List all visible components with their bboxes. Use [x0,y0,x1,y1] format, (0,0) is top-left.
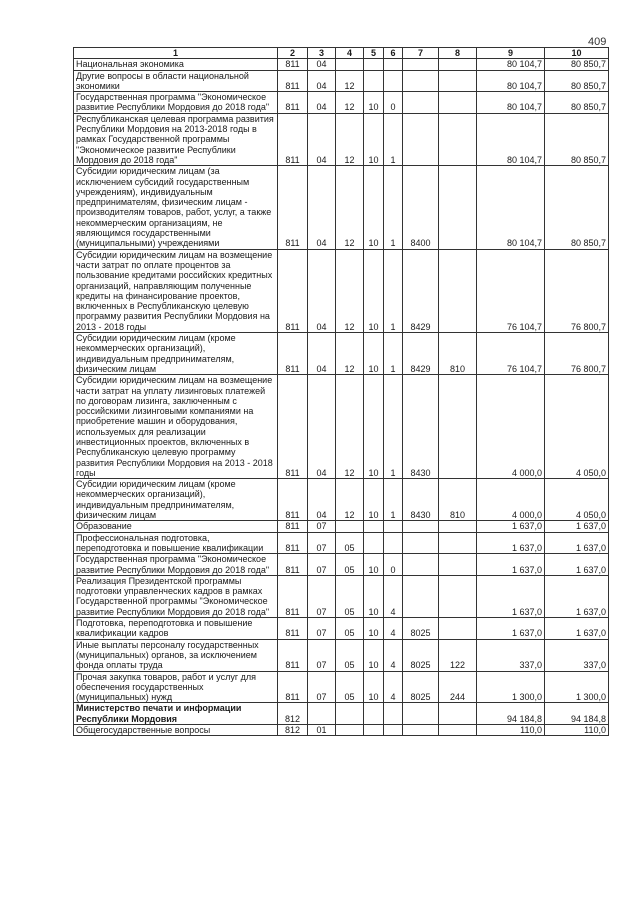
code-cell: 10 [364,375,384,479]
code-cell [439,532,477,554]
code-cell: 810 [439,333,477,375]
code-cell: 05 [336,532,364,554]
code-cell: 8430 [403,375,439,479]
amount-cell: 76 800,7 [545,333,609,375]
code-cell: 12 [336,249,364,332]
code-cell: 8429 [403,333,439,375]
code-cell: 1 [384,249,403,332]
row-name-cell: Республиканская целевая программа развития Республики Мордовия на 2013-2018 годы в рамках Государственной программы "Экономическое развитие Республики Мордовия до 2018 года" [74,113,278,165]
code-cell: 811 [278,554,308,576]
code-cell [364,703,384,725]
amount-cell: 1 637,0 [545,575,609,617]
amount-cell: 94 184,8 [477,703,545,725]
amount-cell: 80 850,7 [545,70,609,92]
row-name-cell: Общегосударственные вопросы [74,725,278,736]
code-cell [403,532,439,554]
table-row [74,554,609,576]
amount-cell: 80 850,7 [545,92,609,114]
budget-table [73,47,609,736]
code-cell [364,70,384,92]
row-name-cell: Субсидии юридическим лицам (кроме некоммерческих организаций), индивидуальным предпринимателям, физическим лицам [74,333,278,375]
table-row [74,249,609,332]
code-cell: 812 [278,725,308,736]
code-cell: 04 [308,166,336,249]
code-cell: 1 [384,479,403,521]
code-cell [439,113,477,165]
amount-cell: 80 850,7 [545,113,609,165]
code-cell: 12 [336,333,364,375]
code-cell [384,532,403,554]
code-cell: 4 [384,671,403,703]
table-body [74,59,609,736]
table-row [74,703,609,725]
row-name-cell: Субсидии юридическим лицам (кроме некоммерческих организаций), индивидуальным предпринимателям, физическим лицам [74,479,278,521]
code-cell: 05 [336,671,364,703]
code-cell: 244 [439,671,477,703]
table-row [74,333,609,375]
code-cell [439,70,477,92]
code-cell: 0 [384,92,403,114]
code-cell: 1 [384,166,403,249]
code-cell: 8429 [403,249,439,332]
code-cell: 811 [278,70,308,92]
amount-cell: 4 050,0 [545,375,609,479]
code-cell [403,70,439,92]
code-cell: 10 [364,618,384,640]
amount-cell: 80 104,7 [477,166,545,249]
column-header: 3 [308,48,336,59]
code-cell: 811 [278,113,308,165]
table-row [74,521,609,532]
code-cell [384,59,403,70]
code-cell: 10 [364,92,384,114]
amount-cell: 1 637,0 [477,521,545,532]
code-cell: 04 [308,249,336,332]
table-row [74,479,609,521]
table-row [74,375,609,479]
code-cell: 04 [308,333,336,375]
table-row [74,618,609,640]
code-cell: 07 [308,521,336,532]
code-cell [439,375,477,479]
page-number: 409 [588,36,607,48]
table-row [74,639,609,671]
code-cell [439,703,477,725]
table-header-row [74,48,609,59]
code-cell: 122 [439,639,477,671]
code-cell: 10 [364,671,384,703]
code-cell: 811 [278,671,308,703]
amount-cell: 110,0 [545,725,609,736]
code-cell: 811 [278,166,308,249]
code-cell: 10 [364,479,384,521]
code-cell [384,725,403,736]
code-cell: 811 [278,639,308,671]
code-cell [364,725,384,736]
column-header: 4 [336,48,364,59]
amount-cell: 1 637,0 [477,554,545,576]
row-name-cell: Государственная программа "Экономическое развитие Республики Мордовия до 2018 года" [74,92,278,114]
code-cell: 811 [278,375,308,479]
amount-cell: 1 637,0 [545,532,609,554]
code-cell [403,703,439,725]
column-header: 7 [403,48,439,59]
code-cell: 0 [384,554,403,576]
code-cell: 12 [336,92,364,114]
code-cell [403,554,439,576]
row-name-cell: Прочая закупка товаров, работ и услуг для обеспечения государственных (муниципальных) нужд [74,671,278,703]
amount-cell: 80 850,7 [545,59,609,70]
code-cell [364,59,384,70]
code-cell [439,249,477,332]
code-cell [403,575,439,617]
amount-cell: 1 637,0 [477,575,545,617]
code-cell: 07 [308,532,336,554]
code-cell: 04 [308,375,336,479]
amount-cell: 4 050,0 [545,479,609,521]
table-row [74,671,609,703]
code-cell: 12 [336,70,364,92]
code-cell: 811 [278,575,308,617]
code-cell: 1 [384,375,403,479]
code-cell [336,703,364,725]
code-cell: 07 [308,671,336,703]
code-cell: 811 [278,532,308,554]
code-cell: 1 [384,333,403,375]
code-cell [403,92,439,114]
code-cell: 1 [384,113,403,165]
code-cell: 10 [364,575,384,617]
code-cell [439,725,477,736]
amount-cell: 76 104,7 [477,333,545,375]
amount-cell: 80 104,7 [477,70,545,92]
column-header: 1 [74,48,278,59]
column-header: 8 [439,48,477,59]
code-cell: 811 [278,479,308,521]
amount-cell: 94 184,8 [545,703,609,725]
amount-cell: 337,0 [545,639,609,671]
code-cell: 811 [278,92,308,114]
code-cell: 12 [336,166,364,249]
code-cell: 811 [278,521,308,532]
code-cell: 12 [336,375,364,479]
code-cell [384,703,403,725]
row-name-cell: Министерство печати и информации Республики Мордовия [74,703,278,725]
code-cell [336,725,364,736]
row-name-cell: Субсидии юридическим лицам (за исключением субсидий государственным учреждениям), индивидуальным предпринимателям, физическим лицам - производителям товаров, работ, услуг, а также некоммерческим организациям, не являющимся государственными (муниципальными) учреждениями [74,166,278,249]
row-name-cell: Профессиональная подготовка, переподготовка и повышение квалификации [74,532,278,554]
code-cell: 811 [278,333,308,375]
code-cell: 10 [364,554,384,576]
code-cell: 811 [278,59,308,70]
amount-cell: 76 104,7 [477,249,545,332]
code-cell: 4 [384,575,403,617]
row-name-cell: Реализация Президентской программы подготовки управленческих кадров в рамках Государственной программы "Экономическое развитие Республики Мордовия до 2018 года" [74,575,278,617]
table-row [74,725,609,736]
column-header: 6 [384,48,403,59]
code-cell [439,166,477,249]
amount-cell: 1 637,0 [545,554,609,576]
code-cell [439,618,477,640]
code-cell: 12 [336,113,364,165]
code-cell: 8400 [403,166,439,249]
code-cell: 811 [278,249,308,332]
code-cell: 8025 [403,639,439,671]
code-cell [336,59,364,70]
code-cell [403,521,439,532]
code-cell: 05 [336,639,364,671]
amount-cell: 1 300,0 [545,671,609,703]
amount-cell: 1 300,0 [477,671,545,703]
row-name-cell: Субсидии юридическим лицам на возмещение части затрат на уплату лизинговых платежей по договорам лизинга, заключенным с российскими лизинговыми компаниями на приобретение машин и оборудования, используемых для реализации инвестиционных проектов, включенных в Республиканскую целевую программу развития Республики Мордовия на 2013 - 2018 годы [74,375,278,479]
code-cell: 8430 [403,479,439,521]
table-row [74,113,609,165]
code-cell: 05 [336,618,364,640]
table-row [74,575,609,617]
code-cell: 12 [336,479,364,521]
code-cell: 810 [439,479,477,521]
amount-cell: 1 637,0 [477,532,545,554]
code-cell: 04 [308,113,336,165]
code-cell [439,575,477,617]
code-cell: 4 [384,639,403,671]
code-cell: 10 [364,639,384,671]
code-cell: 8025 [403,671,439,703]
code-cell: 07 [308,618,336,640]
code-cell: 10 [364,333,384,375]
row-name-cell: Государственная программа "Экономическое развитие Республики Мордовия до 2018 года" [74,554,278,576]
table-row [74,59,609,70]
code-cell [336,521,364,532]
code-cell: 10 [364,166,384,249]
amount-cell: 1 637,0 [477,618,545,640]
amount-cell: 80 850,7 [545,166,609,249]
amount-cell: 1 637,0 [545,521,609,532]
amount-cell: 76 800,7 [545,249,609,332]
code-cell: 04 [308,70,336,92]
code-cell: 04 [308,92,336,114]
table-row [74,166,609,249]
code-cell: 812 [278,703,308,725]
column-header: 10 [545,48,609,59]
amount-cell: 337,0 [477,639,545,671]
amount-cell: 4 000,0 [477,375,545,479]
column-header: 2 [278,48,308,59]
table-row [74,532,609,554]
amount-cell: 80 104,7 [477,92,545,114]
code-cell [439,554,477,576]
code-cell [439,59,477,70]
code-cell: 05 [336,554,364,576]
row-name-cell: Субсидии юридическим лицам на возмещение части затрат по оплате процентов за пользование кредитами российских кредитных организаций, направляющим полученные кредиты на финансирование проектов, включенных в Республиканскую целевую программу развития Республики Мордовия на 2013 - 2018 годы [74,249,278,332]
row-name-cell: Подготовка, переподготовка и повышение квалификации кадров [74,618,278,640]
code-cell [384,521,403,532]
code-cell [364,521,384,532]
code-cell: 8025 [403,618,439,640]
code-cell: 07 [308,639,336,671]
amount-cell: 4 000,0 [477,479,545,521]
code-cell: 04 [308,479,336,521]
code-cell [439,521,477,532]
code-cell [403,59,439,70]
code-cell: 10 [364,249,384,332]
code-cell: 4 [384,618,403,640]
table-row [74,92,609,114]
code-cell: 811 [278,618,308,640]
amount-cell: 80 104,7 [477,59,545,70]
code-cell [384,70,403,92]
column-header: 9 [477,48,545,59]
row-name-cell: Национальная экономика [74,59,278,70]
code-cell [308,703,336,725]
table-row [74,70,609,92]
code-cell: 01 [308,725,336,736]
code-cell [364,532,384,554]
code-cell: 05 [336,575,364,617]
code-cell: 10 [364,113,384,165]
amount-cell: 80 104,7 [477,113,545,165]
row-name-cell: Образование [74,521,278,532]
code-cell [403,113,439,165]
code-cell: 07 [308,554,336,576]
code-cell: 07 [308,575,336,617]
column-header: 5 [364,48,384,59]
row-name-cell: Другие вопросы в области национальной экономики [74,70,278,92]
code-cell: 04 [308,59,336,70]
amount-cell: 1 637,0 [545,618,609,640]
code-cell [439,92,477,114]
row-name-cell: Иные выплаты персоналу государственных (муниципальных) органов, за исключением фонда оплаты труда [74,639,278,671]
code-cell [403,725,439,736]
amount-cell: 110,0 [477,725,545,736]
